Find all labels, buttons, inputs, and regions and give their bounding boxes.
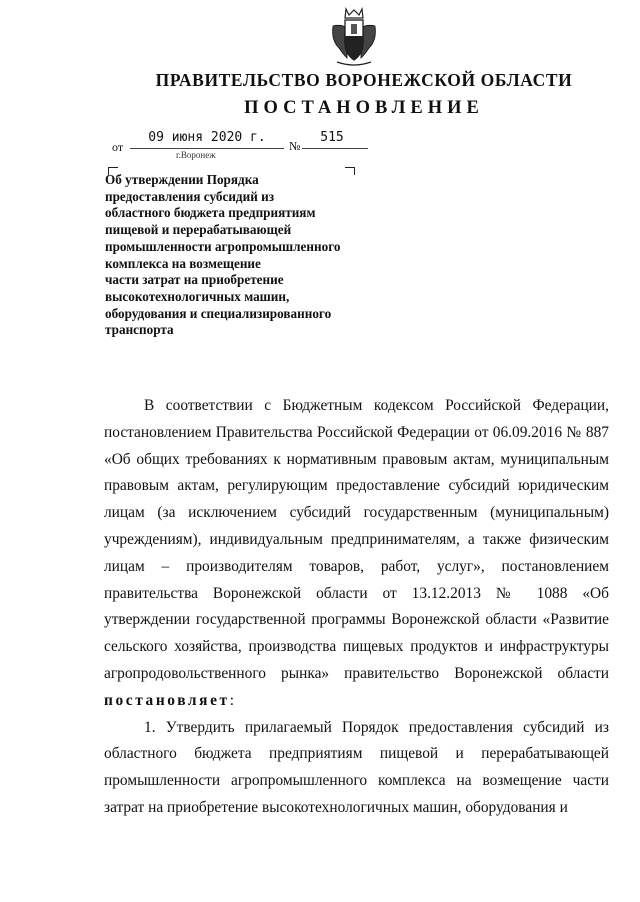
item-1-text: 1. Утвердить прилагаемый Порядок предоставления субсидий из областного бюджета предприятиям пищевой и перерабатывающей промышленности агропромышленного комплекса на возмещение части затрат на приобретение высокотехнологичных машин, оборудования и — [104, 718, 609, 816]
resolves-word: постановляет — [104, 691, 230, 709]
document-type: ПОСТАНОВЛЕНИЕ — [244, 98, 484, 118]
preamble-text: В соответствии с Бюджетным кодексом Российской Федерации, постановлением Правительства Российской Федерации от 06.09.2016 № 887 «Об общих требованиях к нормативным правовым актам, муниципальным правовым актам, регулирующим предоставление субсидий юридическим лицам (за исключением субсидий государственным (муниципальным) учреждениям), индивидуальным предпринимателям, а также физическим лицам – производителям товаров, работ, услуг», постановлением правительства Воронежской области от 13.12.2013 № 1088 «Об утверждении государственной программы Воронежской области «Развитие сельского хозяйства, производства пищевых продуктов и инфраструктуры агропродовольственного рынка» правительство Воронежской области — [104, 397, 609, 682]
date-underline — [130, 148, 284, 149]
city-name: г.Воронеж — [176, 150, 216, 160]
subject-line: пищевой и перерабатывающей — [105, 222, 292, 238]
subject-line: промышленности агропромышленного — [105, 238, 341, 254]
subject-line: транспорта — [105, 322, 174, 338]
date-prefix: от — [112, 140, 124, 154]
subject-line: Об утверждении Порядка — [105, 172, 259, 187]
resolves-colon: : — [229, 691, 234, 709]
government-name: ПРАВИТЕЛЬСТВО ВОРОНЕЖСКОЙ ОБЛАСТИ — [155, 70, 573, 90]
document-date: 09 июня 2020 г. — [148, 130, 266, 145]
document-body — [104, 393, 609, 822]
subject-line: областного бюджета предприятиям — [105, 205, 316, 221]
subject-line: высокотехнологичных машин, — [105, 288, 290, 304]
number-prefix: № — [289, 139, 301, 153]
document-number: 515 — [320, 130, 344, 145]
subject-line: части затрат на приобретение — [105, 272, 284, 288]
document-subject — [105, 172, 395, 339]
preamble-paragraph — [104, 393, 609, 715]
coat-of-arms-icon — [329, 6, 379, 68]
subject-line: предоставления субсидий из — [105, 188, 274, 204]
number-underline — [302, 148, 368, 149]
subject-line: комплекса на возмещение — [105, 255, 261, 271]
date-number-line — [112, 130, 372, 152]
item-1-paragraph — [104, 715, 609, 822]
subject-line: оборудования и специализированного — [105, 305, 332, 321]
